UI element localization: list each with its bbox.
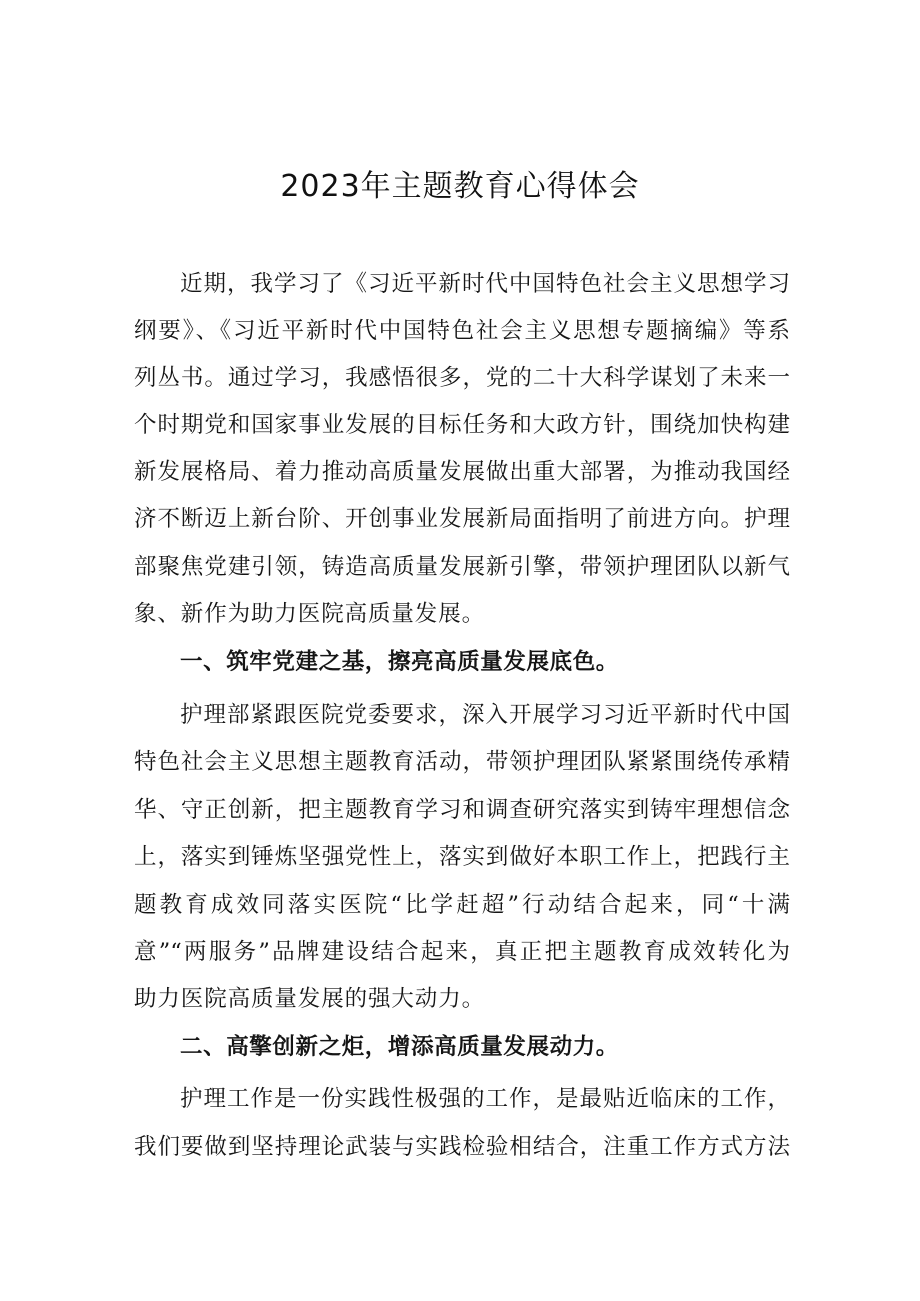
para2-line5: 题教育成效同落实医院“比学赶超”行动结合起来，同“十满 <box>134 892 790 918</box>
para2-line1: 护理部紧跟医院党委要求，深入开展学习习近平新时代中国 <box>180 702 790 728</box>
para3-line2: 我们要做到坚持理论武装与实践检验相结合，注重工作方式方法 <box>134 1134 790 1160</box>
section-heading-1: 一、筑牢党建之基，擦亮高质量发展底色。 <box>180 649 619 675</box>
para3-line1: 护理工作是一份实践性极强的工作，是最贴近临床的工作， <box>180 1086 790 1112</box>
para1-line3: 列丛书。通过学习，我感悟很多，党的二十大科学谋划了未来一 <box>134 365 790 391</box>
document-title: 2023年主题教育心得体会 <box>280 169 640 204</box>
para1-line7: 部聚焦党建引领，铸造高质量发展新引擎，带领护理团队以新气 <box>134 554 790 580</box>
para2-line6: 意”“两服务”品牌建设结合起来，真正把主题教育成效转化为 <box>134 939 790 965</box>
para1-line1: 近期，我学习了《习近平新时代中国特色社会主义思想学习 <box>180 271 790 297</box>
para2-line4: 上，落实到锤炼坚强党性上，落实到做好本职工作上，把践行主 <box>134 844 790 870</box>
para1-line8: 象、新作为助力医院高质量发展。 <box>134 601 486 627</box>
para1-line6: 济不断迈上新台阶、开创事业发展新局面指明了前进方向。护理 <box>134 506 790 532</box>
para1-line4: 个时期党和国家事业发展的目标任务和大政方针，围绕加快构建 <box>134 412 790 438</box>
section-heading-2: 二、高擎创新之炬，增添高质量发展动力。 <box>180 1034 619 1060</box>
para2-line2: 特色社会主义思想主题教育活动，带领护理团队紧紧围绕传承精 <box>134 749 790 775</box>
para1-line2: 纲要》、《习近平新时代中国特色社会主义思想专题摘编》等系 <box>134 318 790 344</box>
para2-line7: 助力医院高质量发展的强大动力。 <box>134 986 486 1012</box>
para2-line3: 华、守正创新，把主题教育学习和调查研究落实到铸牢理想信念 <box>134 797 790 823</box>
para1-line5: 新发展格局、着力推动高质量发展做出重大部署，为推动我国经 <box>134 459 790 485</box>
